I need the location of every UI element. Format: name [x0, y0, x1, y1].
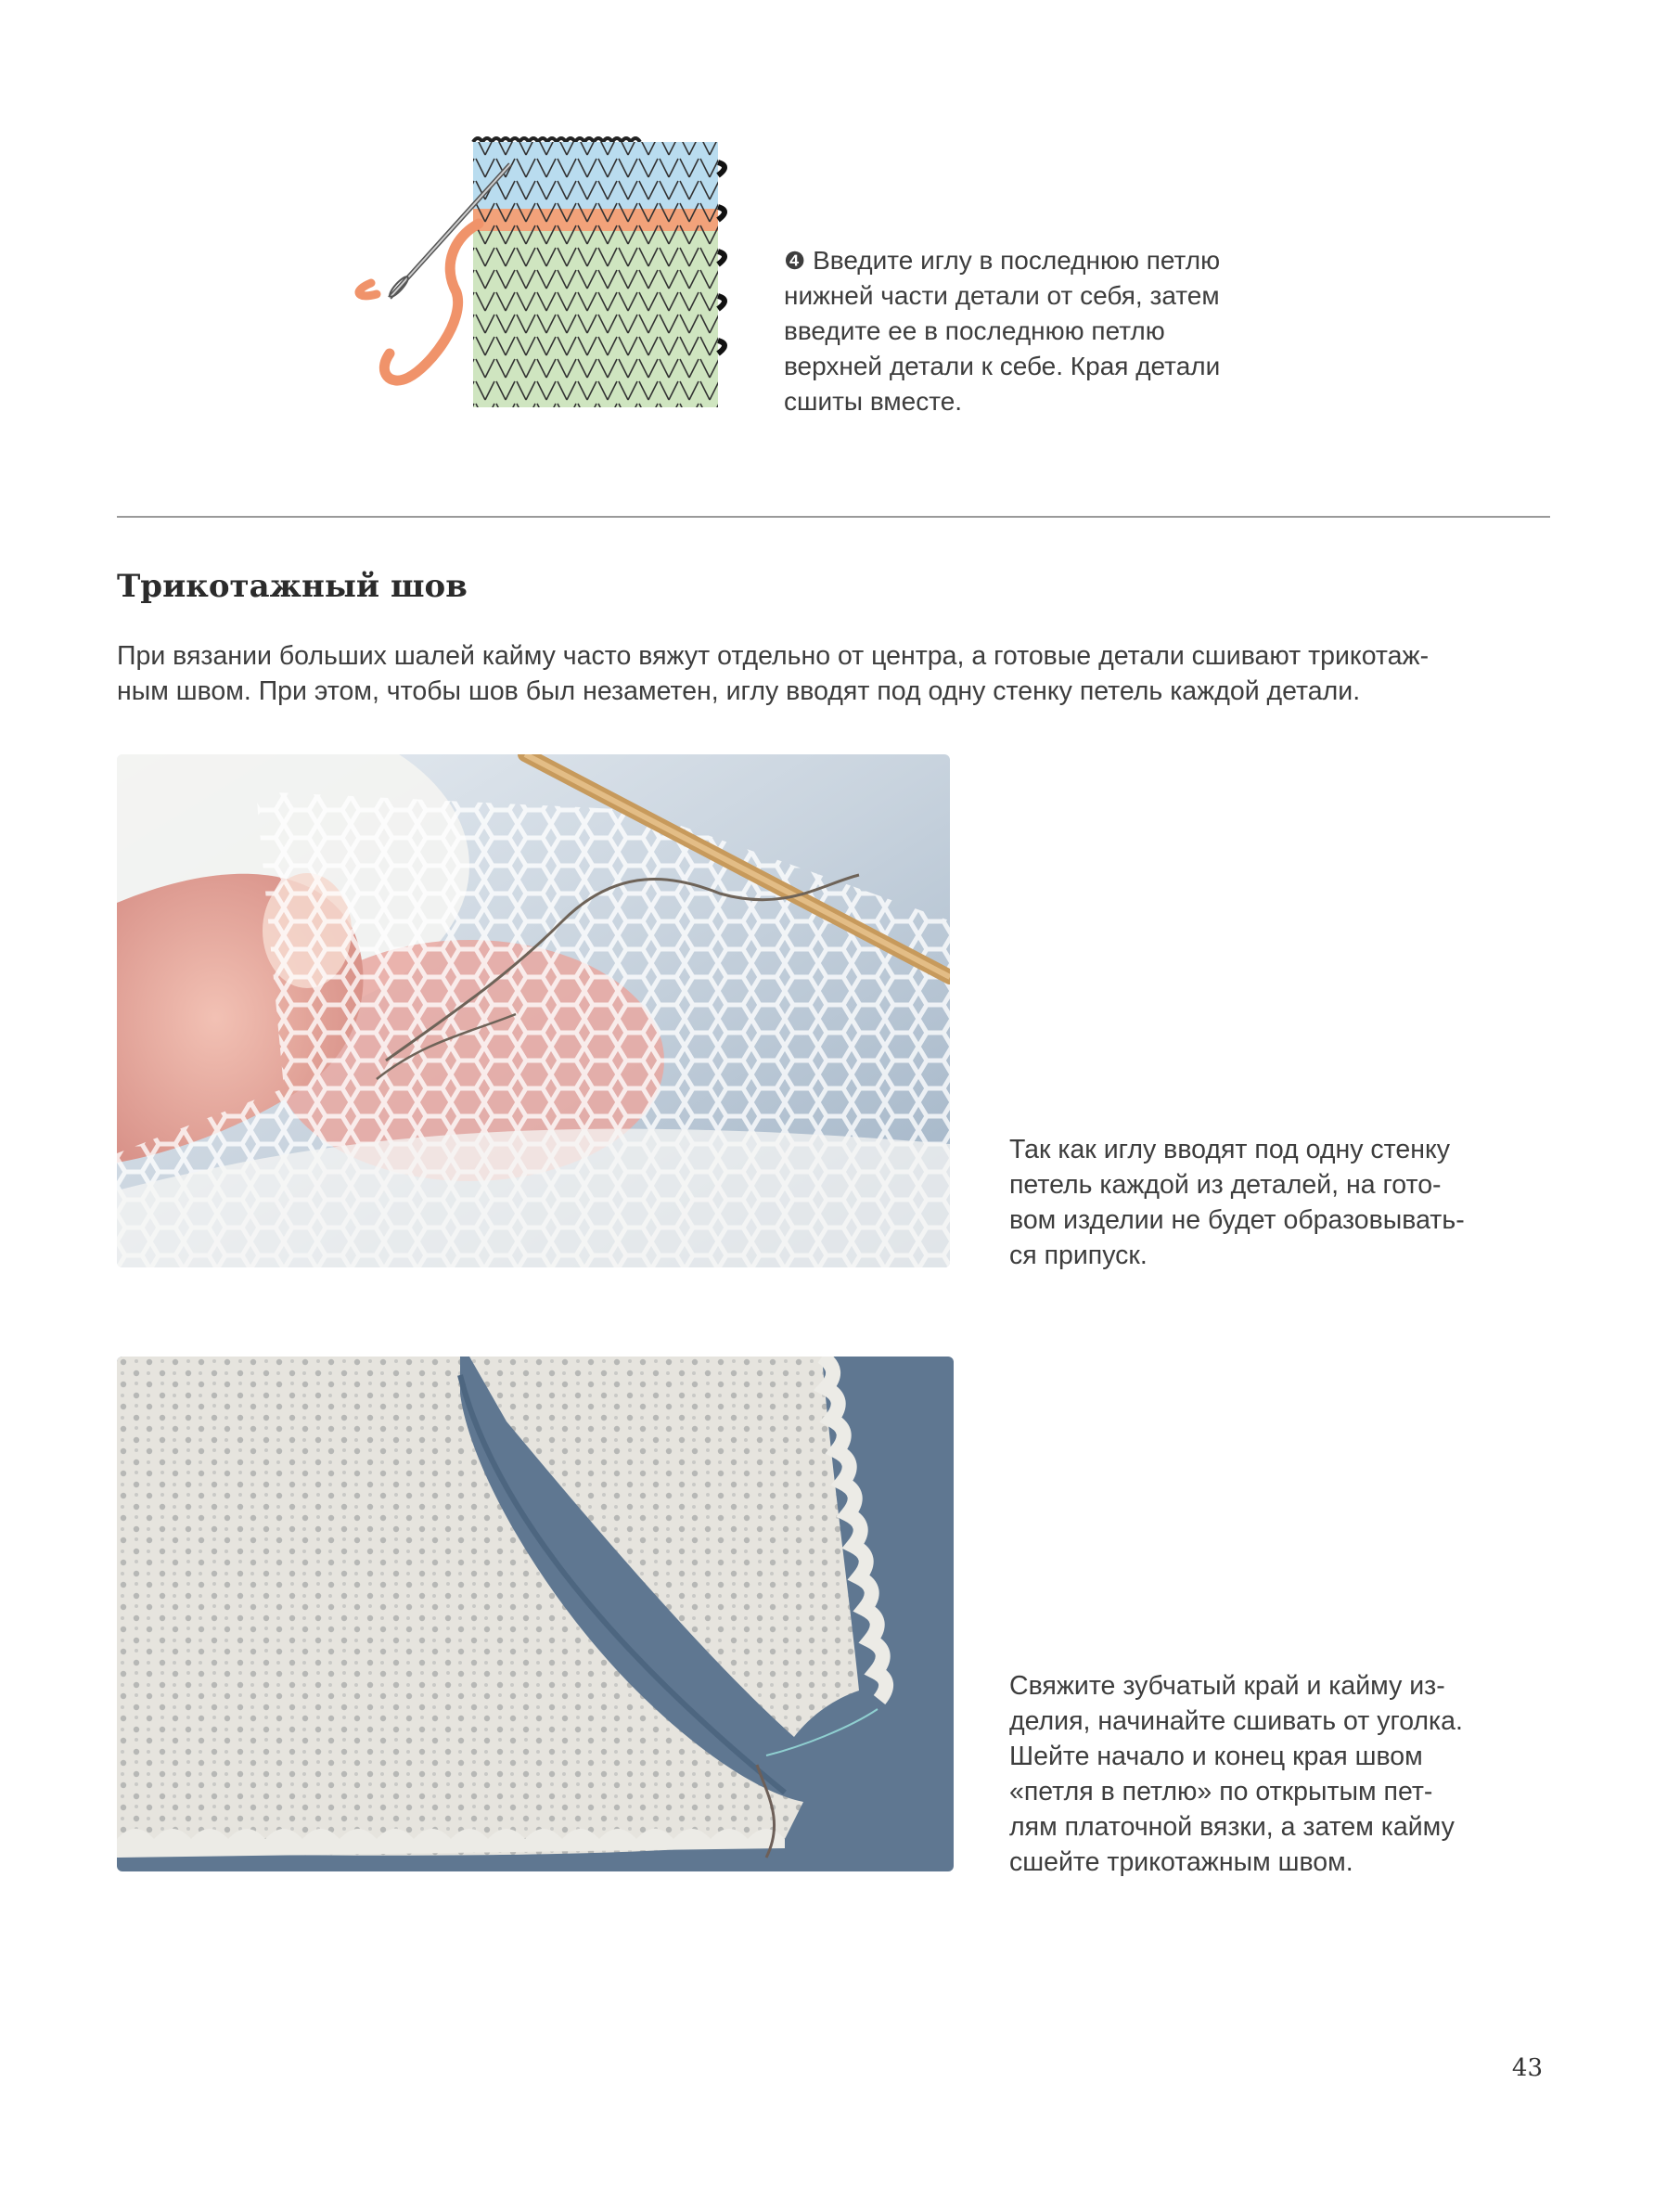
- lace-shawl-corner-photo: [117, 1357, 954, 1871]
- caption-2-line-3: Шейте начало и конец края швом: [1009, 1742, 1423, 1771]
- caption-2-line-2: делия, начинайте сшивать от уголка.: [1009, 1706, 1463, 1736]
- step-4-line-4: верхней детали к себе. Края детали: [784, 352, 1221, 380]
- photo-2-caption: [1009, 1668, 1463, 1880]
- caption-1-line-3: вом изделии не будет образовывать-: [1009, 1205, 1465, 1235]
- caption-1-line-4: ся припуск.: [1009, 1241, 1148, 1270]
- caption-2-line-6: сшейте трикотажным швом.: [1009, 1847, 1353, 1877]
- caption-2-line-1: Свяжите зубчатый край и кайму из-: [1009, 1671, 1445, 1701]
- caption-2-line-4: «петля в петлю» по открытым пет-: [1009, 1777, 1433, 1807]
- intro-line-1: При вязании больших шалей кайму часто вяжут отдельно от центра, а готовые детали сшивают трикотаж-: [117, 641, 1430, 671]
- section-intro: [117, 638, 1564, 709]
- caption-1-line-2: петель каждой из деталей, на гото-: [1009, 1170, 1442, 1200]
- step-4-line-3: введите ее в последнюю петлю: [784, 316, 1165, 345]
- page-number: 43: [1511, 2054, 1543, 2082]
- step-4-line-2: нижней части детали от себя, затем: [784, 281, 1220, 310]
- caption-1-line-1: Так как иглу вводят под одну стенку: [1009, 1135, 1450, 1164]
- step-4-instruction: [784, 243, 1303, 419]
- intro-line-2: ным швом. При этом, чтобы шов был незаметен, иглу вводят под одну стенку петель каждой детали.: [117, 676, 1361, 706]
- section-divider: [117, 516, 1550, 518]
- step-4-number: ❹: [784, 247, 806, 275]
- section-heading: Трикотажный шов: [117, 568, 468, 605]
- photo-1-caption: [1009, 1132, 1465, 1273]
- caption-2-line-5: лям платочной вязки, а затем кайму: [1009, 1812, 1455, 1842]
- step-4-line-1: Введите иглу в последнюю петлю: [813, 246, 1221, 275]
- step-4-line-5: сшиты вместе.: [784, 387, 963, 416]
- grafting-diagram-illustration: [353, 135, 742, 422]
- lace-grafting-photo: [117, 754, 950, 1267]
